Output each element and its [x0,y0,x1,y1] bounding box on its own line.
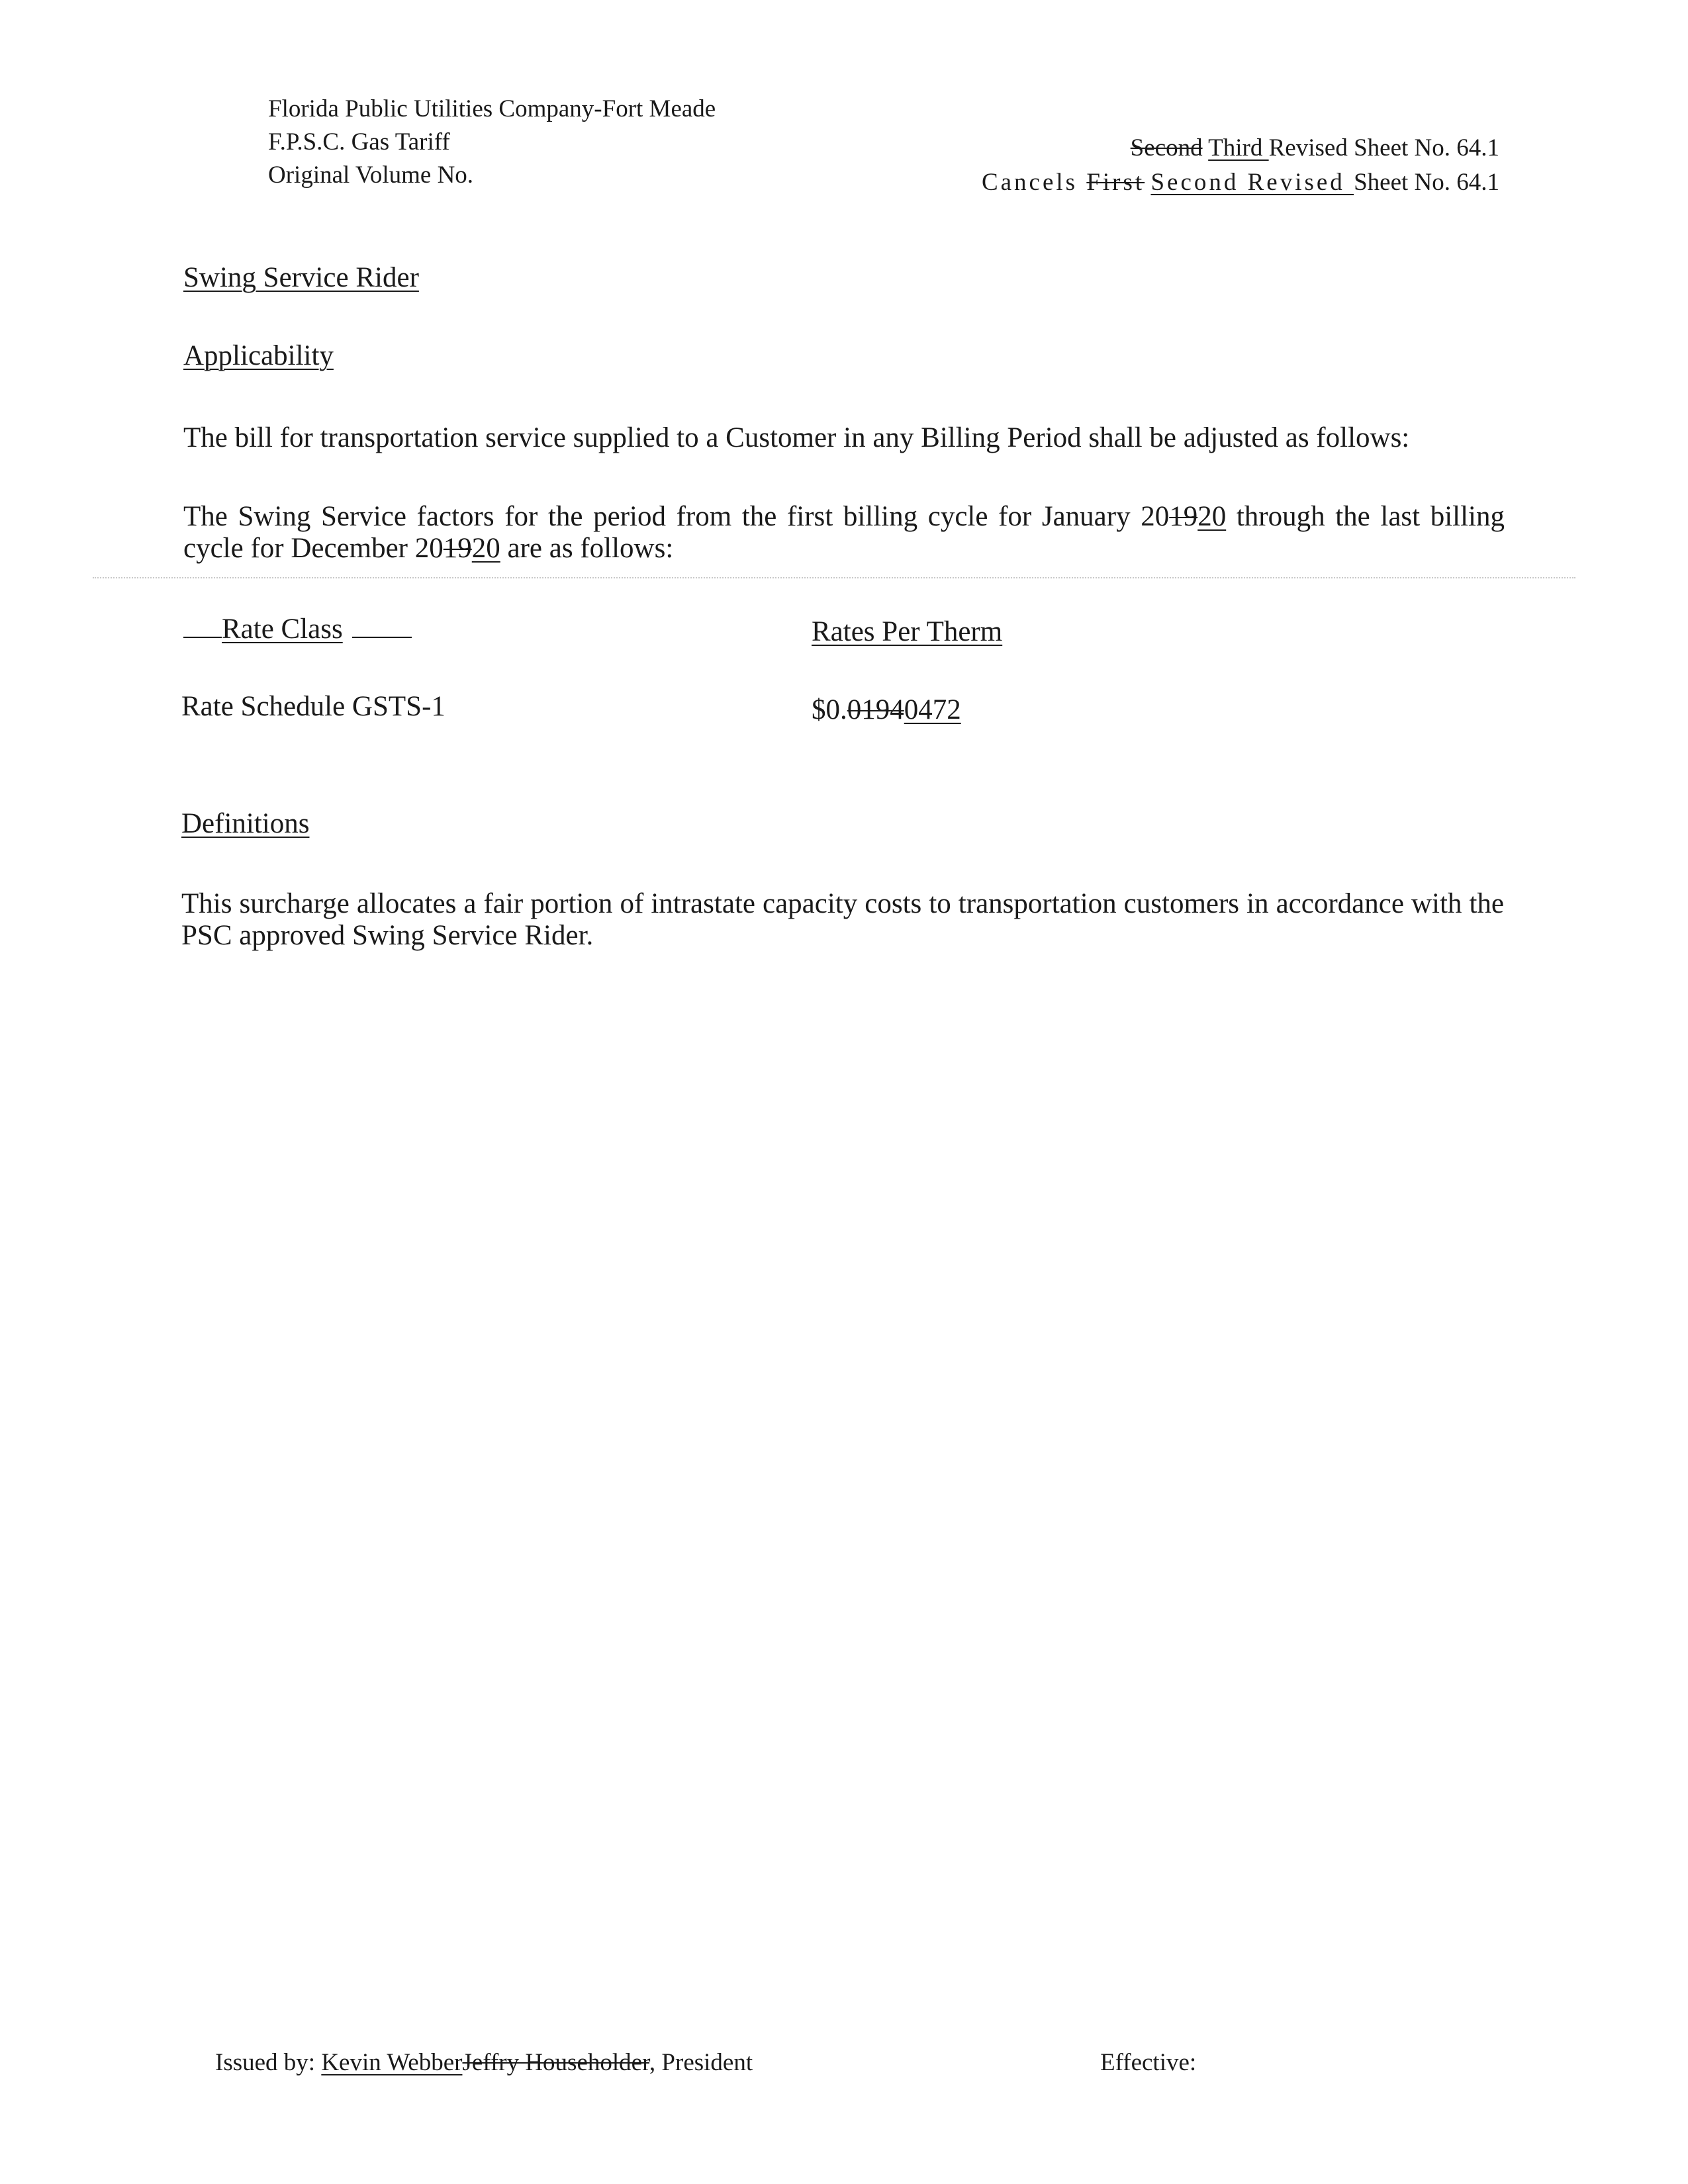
cancels-inserted-text: Second Revised [1150,169,1354,196]
rate-class-header [183,613,412,645]
sheet-deleted-text: Second [1130,134,1203,161]
volume-label: Original Volume No. [268,161,474,189]
factors-paragraph [183,501,1505,565]
sheet-number-line [982,131,1499,165]
year1-inserted: 20 [1197,501,1227,532]
tariff-name: F.P.S.C. Gas Tariff [268,128,450,156]
company-name: Florida Public Utilities Company-Fort Meade [268,95,716,122]
sheet-inserted-text: Third [1208,134,1269,161]
cancels-line [982,165,1499,200]
factors-text-2: through the last billing cycle for December 20 [183,501,1505,564]
rate-value-inserted: 0472 [904,694,961,725]
header-right-block [982,131,1499,200]
bill-paragraph: The bill for transportation service supplied to a Customer in any Billing Period shall be adjusted as follows: [183,422,1410,453]
footer-effective: Effective: [1100,2049,1197,2076]
rates-per-therm-header: Rates Per Therm [812,616,1003,647]
rate-class-underline-trail [352,615,412,638]
rate-class-underline-lead [183,615,222,638]
year1-deleted: 19 [1169,501,1198,532]
factors-text-1: The Swing Service factors for the period from the first billing cycle for January 20 [183,501,1170,532]
definitions-paragraph: This surcharge allocates a fair portion of intrastate capacity costs to transportation customers in accordance with the PSC approved Swing Service Rider. [181,888,1504,951]
issued-label: Issued by: [215,2049,322,2076]
issuer-title: , President [649,2049,753,2076]
rate-value-deleted: 0194 [847,694,904,725]
definitions-heading: Definitions [181,808,310,839]
sheet-rest-text: Revised Sheet No. 64.1 [1268,134,1499,161]
cancels-label: Cancels [981,169,1087,196]
rate-class-label: Rate Class [222,614,343,645]
cancels-deleted-text: First [1086,169,1145,196]
factors-text-3: are as follows: [500,533,674,564]
rate-schedule-name: Rate Schedule GSTS-1 [181,691,445,722]
year2-deleted: 19 [443,533,472,564]
year2-inserted: 20 [471,533,500,564]
scan-artifact-rule [93,577,1575,578]
header-left-block [268,93,716,192]
cancels-rest-text: Sheet No. 64.1 [1354,169,1499,196]
rate-value [812,694,961,726]
applicability-heading: Applicability [183,340,334,371]
footer-issued-by [215,2048,753,2077]
section-title: Swing Service Rider [183,262,419,293]
issuer-deleted: Jeffry Householder [462,2049,649,2076]
rate-value-prefix: $0. [812,694,847,725]
issuer-inserted: Kevin Webber [321,2049,463,2076]
